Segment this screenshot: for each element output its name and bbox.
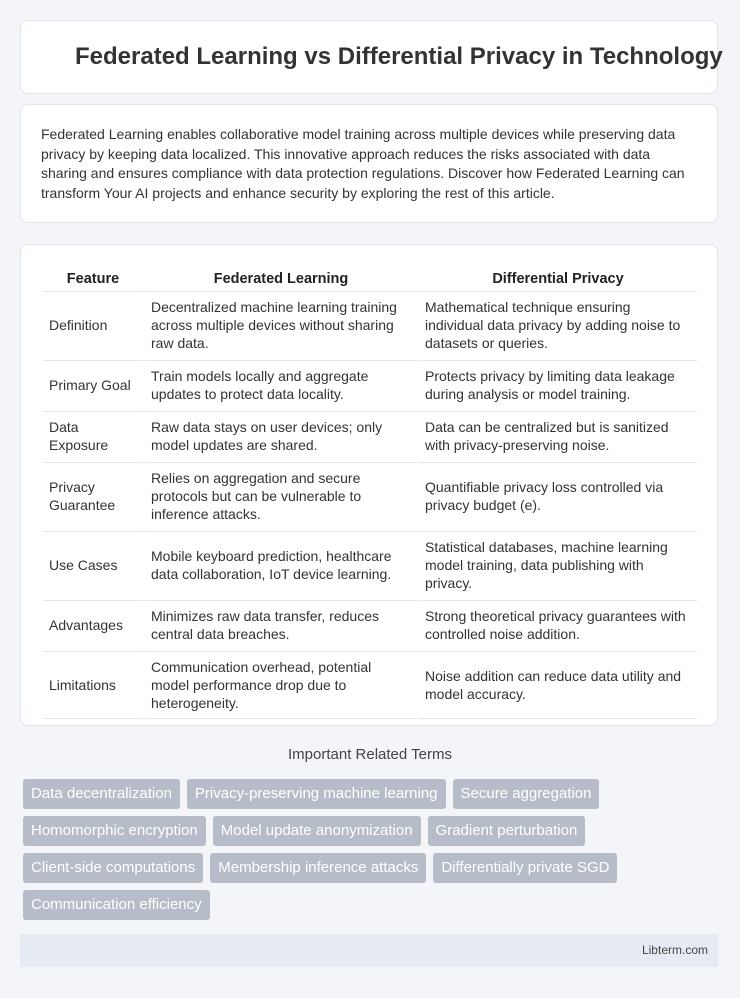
table-row [43,651,697,719]
header-differential-privacy: Differential Privacy [492,271,624,287]
tag-data-decentralization[interactable]: Data decentralization [23,779,180,809]
tag-secure-aggregation[interactable]: Secure aggregation [453,779,600,809]
row-federated: Relies on aggregation and secure protocols but can be vulnerable to inference attacks. [145,462,417,529]
tag-homomorphic-encryption[interactable]: Homomorphic encryption [23,816,206,846]
header-federated-learning: Federated Learning [213,271,349,287]
tag-privacy-preserving-ml[interactable]: Privacy-preserving machine learning [187,779,446,809]
row-feature: Advantages [43,600,143,649]
row-differential: Statistical databases, machine learning model training, data publishing with privacy. [419,531,697,598]
row-feature: Definition [43,291,143,358]
row-federated: Mobile keyboard prediction, healthcare data collaboration, IoT device learning. [145,531,417,598]
comparison-table [41,265,699,721]
row-feature: Data Exposure [43,411,143,460]
related-terms-title: Important Related Terms [288,746,452,763]
footer-site-link[interactable]: Libterm.com [641,943,708,957]
row-differential: Quantifiable privacy loss controlled via privacy budget (e). [419,462,697,529]
related-terms-list [23,779,723,920]
table-row [43,411,697,460]
header-feature: Feature [66,271,120,287]
row-federated: Decentralized machine learning training across multiple devices without sharing raw data. [145,291,417,358]
row-differential: Data can be centralized but is sanitized with privacy-preserving noise. [419,411,697,460]
row-feature: Primary Goal [43,360,143,409]
tag-model-update-anonymization[interactable]: Model update anonymization [213,816,421,846]
row-feature: Limitations [43,651,143,719]
tag-membership-inference-attacks[interactable]: Membership inference attacks [210,853,426,883]
table-row [43,360,697,409]
comparison-card [20,244,718,726]
table-row [43,600,697,649]
row-feature: Privacy Guarantee [43,462,143,529]
row-differential: Noise addition can reduce data utility and model accuracy. [419,651,697,719]
row-differential: Mathematical technique ensuring individual data privacy by adding noise to datasets or queries. [419,291,697,358]
row-feature: Use Cases [43,531,143,598]
page-title: Federated Learning vs Differential Privacy in Technology [75,43,723,70]
tag-differentially-private-sgd[interactable]: Differentially private SGD [433,853,617,883]
row-federated: Minimizes raw data transfer, reduces central data breaches. [145,600,417,649]
table-row [43,291,697,358]
row-differential: Strong theoretical privacy guarantees with controlled noise addition. [419,600,697,649]
tag-client-side-computations[interactable]: Client-side computations [23,853,203,883]
tag-communication-efficiency[interactable]: Communication efficiency [23,890,210,920]
table-header-row [43,267,697,289]
table-row [43,531,697,598]
row-differential: Protects privacy by limiting data leakage during analysis or model training. [419,360,697,409]
tag-gradient-perturbation[interactable]: Gradient perturbation [428,816,586,846]
row-federated: Raw data stays on user devices; only model updates are shared. [145,411,417,460]
footer [20,934,718,967]
header-card [20,20,723,94]
row-federated: Train models locally and aggregate updates to protect data locality. [145,360,417,409]
intro-card [20,104,718,223]
row-federated: Communication overhead, potential model performance drop due to heterogeneity. [145,651,417,719]
table-row [43,462,697,529]
intro-text: Federated Learning enables collaborative model training across multiple devices while preserving data privacy by keeping data localized. This innovative approach reduces the risks associated with data sharing and ensures compliance with data protection regulations. Discover how Federated Learning can transform Your AI projects and enhance security by exploring the rest of this article. [41,126,685,201]
